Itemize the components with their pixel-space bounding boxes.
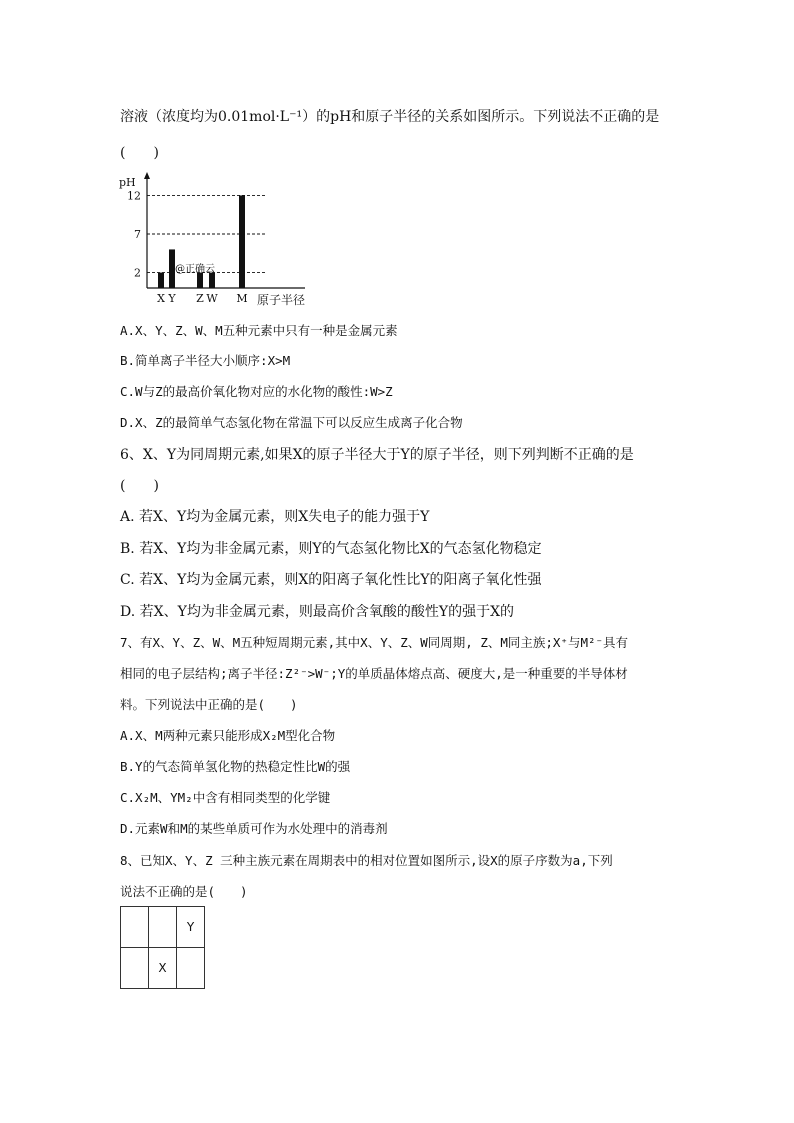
q7-option-c: C.X₂M、YM₂中含有相同类型的化学键 xyxy=(120,790,331,805)
bar-m xyxy=(239,195,245,288)
x-tick-label: Y xyxy=(168,292,176,305)
bar-x xyxy=(158,273,164,288)
table-cell: X xyxy=(149,948,177,989)
q6-option-c: C. 若X、Y均为金属元素，则X的阳离子氧化性比Y的阳离子氧化性强 xyxy=(120,572,542,588)
y-axis-arrow xyxy=(144,172,150,179)
y-tick-label: 12 xyxy=(127,189,141,203)
table-cell xyxy=(177,948,205,989)
q5-option-b: B.简单离子半径大小顺序:X>M xyxy=(120,353,291,368)
q7-stem-line-3: 料。下列说法中正确的是( ) xyxy=(120,697,298,712)
q5-paren: ( ) xyxy=(120,145,159,161)
table-row xyxy=(121,948,205,989)
q7-option-b: B.Y的气态简单氢化物的热稳定性比W的强 xyxy=(120,759,351,774)
q8-stem-line-1: 8、已知X、Y、Z 三种主族元素在周期表中的相对位置如图所示,设X的原子序数为a,下列 xyxy=(120,853,613,868)
x-tick-label: Z xyxy=(196,292,204,305)
y-tick-label: 2 xyxy=(134,266,141,280)
q7-option-a: A.X、M两种元素只能形成X₂M型化合物 xyxy=(120,728,336,743)
q8-stem-line-2: 说法不正确的是( ) xyxy=(120,884,248,899)
ph-radius-bar-chart xyxy=(115,170,315,310)
table-cell xyxy=(121,907,149,948)
q5-option-d: D.X、Z的最简单气态氢化物在常温下可以反应生成离子化合物 xyxy=(120,415,463,430)
y-tick-label: 7 xyxy=(134,228,141,241)
table-row xyxy=(121,907,205,948)
watermark-text: @正确云 xyxy=(175,264,215,275)
q6-option-b: B. 若X、Y均为非金属元素，则Y的气态氢化物比X的气态氢化物稳定 xyxy=(120,541,542,557)
table-cell xyxy=(149,907,177,948)
x-axis-label: 原子半径 xyxy=(257,293,306,307)
q7-stem-line-1: 7、有X、Y、Z、W、M五种短周期元素,其中X、Y、Z、W同周期, Z、M同主族;X⁺与M²⁻具有 xyxy=(120,635,629,650)
q5-option-a: A.X、Y、Z、W、M五种元素中只有一种是金属元素 xyxy=(120,323,398,338)
q6-paren: ( ) xyxy=(120,478,159,494)
table-cell: Y xyxy=(177,907,205,948)
x-tick-label: W xyxy=(206,292,218,305)
q6-stem: 6、X、Y为同周期元素,如果X的原子半径大于Y的原子半径，则下列判断不正确的是 xyxy=(120,447,634,463)
q5-stem: 溶液（浓度均为0.01mol·L⁻¹）的pH和原子半径的关系如图所示。下列说法不正确的是 xyxy=(120,109,660,125)
periodic-position-table xyxy=(120,906,205,989)
y-axis-label: pH xyxy=(119,176,136,189)
q6-option-a: A. 若X、Y均为金属元素，则X失电子的能力强于Y xyxy=(120,509,430,525)
table-cell xyxy=(121,948,149,989)
x-tick-label: X xyxy=(157,292,165,305)
q6-option-d: D. 若X、Y均为非金属元素，则最高价含氧酸的酸性Y的强于X的 xyxy=(120,604,515,620)
q7-option-d: D.元素W和M的某些单质可作为水处理中的消毒剂 xyxy=(120,821,388,836)
q7-stem-line-2: 相同的电子层结构;离子半径:Z²⁻>W⁻;Y的单质晶体熔点高、硬度大,是一种重要的半导体材 xyxy=(120,666,628,681)
q5-option-c: C.W与Z的最高价氧化物对应的水化物的酸性:W>Z xyxy=(120,384,393,399)
x-tick-label: M xyxy=(236,292,248,305)
